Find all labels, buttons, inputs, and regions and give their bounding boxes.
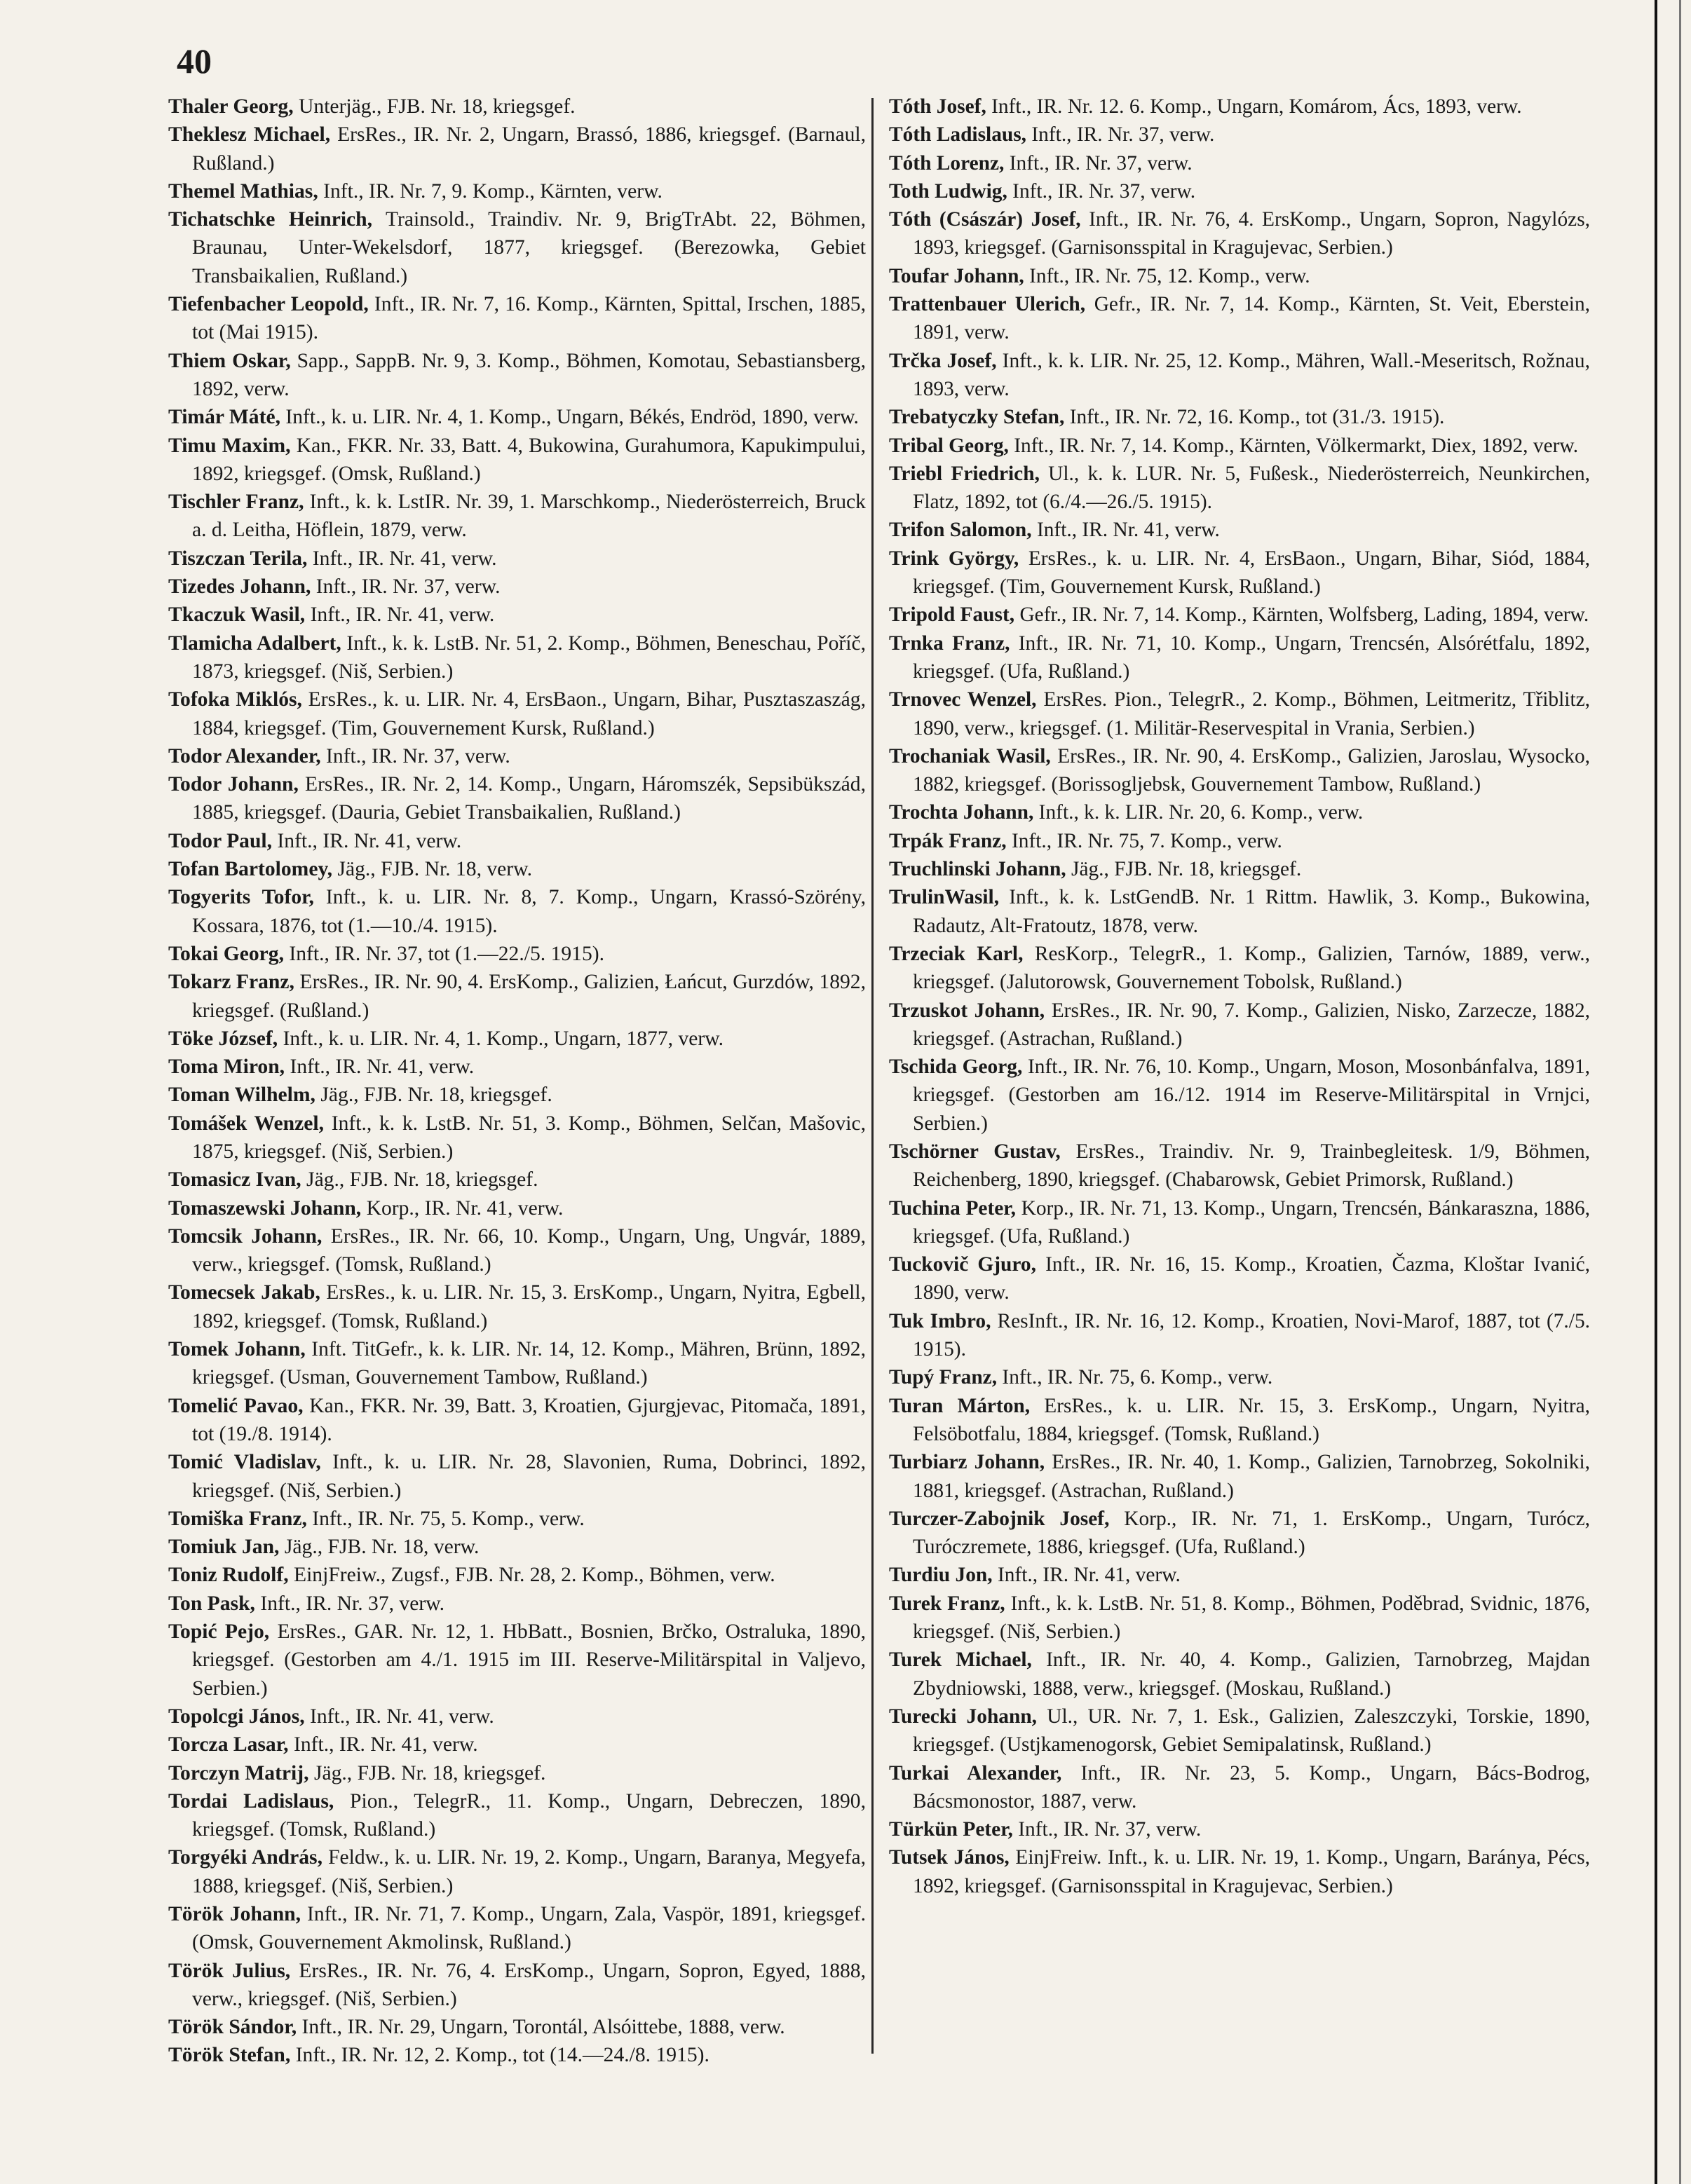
register-entry: [889, 1250, 1590, 1307]
entry-details: Inft., IR. Nr. 37, verw.: [1004, 151, 1193, 175]
entry-details: Kan., FKR. Nr. 33, Batt. 4, Bukowina, Gurahumora, Kapukimpului, 1892, kriegsgef. (Omsk, Rußland.): [192, 434, 867, 485]
entry-details: Inft., IR. Nr. 7, 14. Komp., Kärnten, Völkermarkt, Diex, 1892, verw.: [1008, 434, 1579, 457]
entry-name: Trpák Franz,: [889, 829, 1007, 852]
entry-name: Tuchina Peter,: [889, 1196, 1016, 1220]
entry-details: ErsRes., IR. Nr. 2, Ungarn, Brassó, 1886, kriegsgef. (Barnaul, Rußland.): [192, 123, 867, 175]
entry-name: Török Johann,: [168, 1903, 301, 1925]
entry-details: Jäg., FJB. Nr. 18, verw.: [279, 1536, 480, 1559]
register-entry: [168, 432, 866, 489]
entry-details: Inft. TitGefr., k. k. LIR. Nr. 14, 12. Komp., Mähren, Brünn, 1892, kriegsgef. (Usman, Gouvernement Tambow, Rußland.): [192, 1338, 866, 1389]
register-entry: [168, 2013, 866, 2041]
entry-name: Török Stefan,: [168, 2044, 291, 2067]
entry-name: Themel Mathias,: [168, 179, 318, 203]
entry-details: ErsRes., GAR. Nr. 12, 1. HbBatt., Bosnien, Brčko, Ostraluka, 1890, kriegsgef. (Gestorben am 4./1. 1915 im III. Reserve-Militärspital in Valjevo, Serbien.): [192, 1620, 867, 1700]
register-entry: [889, 1646, 1590, 1702]
entry-name: Turbiarz Johann,: [889, 1451, 1045, 1474]
entry-details: Trainsold., Traindiv. Nr. 9, BrigTrAbt. 22, Böhmen, Braunau, Unter-Wekelsdorf, 1877, kriegsgef. (Berezowka, Gebiet Transbaikalien, Rußland.): [192, 208, 866, 287]
entry-details: Inft., IR. Nr. 41, verw.: [307, 547, 497, 570]
register-entry: [168, 1759, 866, 1787]
entry-details: Inft., IR. Nr. 76, 10. Komp., Ungarn, Moson, Mosonbánfalva, 1891, kriegsgef. (Gestorben am 16./12. 1914 im Reserve-Militärspital in Vrnjci, Serbien.): [913, 1056, 1590, 1135]
entry-details: Inft., k. k. LstB. Nr. 51, 8. Komp., Böhmen, Poděbrad, Svidnic, 1876, kriegsgef. (Niš, Serbien.): [913, 1592, 1590, 1644]
entry-details: Inft., IR. Nr. 75, 7. Komp., verw.: [1006, 829, 1282, 852]
entry-details: Inft., k. k. LstB. Nr. 51, 3. Komp., Böhmen, Selčan, Mašovic, 1875, kriegsgef. (Niš, Serbien.): [192, 1112, 867, 1163]
register-entry: [889, 629, 1590, 686]
entry-name: Tripold Faust,: [889, 603, 1015, 627]
page-edge-line: [1679, 0, 1681, 2184]
entry-name: Todor Alexander,: [168, 744, 321, 767]
entry-details: ErsRes., Traindiv. Nr. 9, Trainbegleitesk. 1/9, Böhmen, Reichenberg, 1890, kriegsgef. (Chabarowsk, Gebiet Primorsk, Rußland.): [913, 1140, 1590, 1192]
entry-details: ErsRes., IR. Nr. 76, 4. ErsKomp., Ungarn, Sopron, Egyed, 1888, verw., kriegsgef. (Niš, Serbien.): [192, 1959, 866, 2010]
register-entry: [889, 685, 1590, 742]
entry-name: Togyerits Tofor,: [168, 886, 314, 909]
entry-details: Korp., IR. Nr. 71, 1. ErsKomp., Ungarn, Turócz, Turóczremete, 1886, kriegsgef. (Ufa, Rußland.): [913, 1507, 1591, 1559]
register-entry: [168, 121, 866, 177]
entry-details: Inft., IR. Nr. 76, 4. ErsKomp., Ungarn, Sopron, Nagylózs, 1893, kriegsgef. (Garnisonsspital in Kragujevac, Serbien.): [913, 208, 1590, 259]
entry-name: Toman Wilhelm,: [168, 1084, 315, 1107]
entry-details: Inft., k. u. LIR. Nr. 28, Slavonien, Ruma, Dobrinci, 1892, kriegsgef. (Niš, Serbien.): [192, 1451, 866, 1502]
register-entry: [168, 685, 866, 742]
register-entry: [168, 1448, 866, 1505]
entry-name: Toma Miron,: [168, 1056, 285, 1079]
entry-details: Inft., IR. Nr. 71, 10. Komp., Ungarn, Trencsén, Alsórétfalu, 1892, kriegsgef. (Ufa, Rußland.): [913, 632, 1591, 683]
entry-details: Inft., IR. Nr. 41, verw.: [288, 1733, 478, 1756]
entry-name: Tiszczan Terila,: [168, 547, 308, 570]
entry-name: Turek Franz,: [889, 1592, 1005, 1615]
entry-name: Tomić Vladislav,: [168, 1451, 321, 1474]
register-entry: [168, 629, 866, 686]
entry-name: Topić Pejo,: [168, 1620, 270, 1644]
register-entry: [889, 93, 1590, 121]
entry-details: Jäg., FJB. Nr. 18, kriegsgef.: [315, 1084, 552, 1107]
entry-name: Tóth (Császár) Josef,: [889, 208, 1081, 231]
register-entry: [889, 1053, 1590, 1138]
entry-name: Tlamicha Adalbert,: [168, 632, 341, 655]
entry-name: Trnka Franz,: [889, 632, 1010, 655]
entry-details: Inft., IR. Nr. 7, 9. Komp., Kärnten, verw.: [318, 179, 663, 203]
entry-name: TrulinWasil,: [889, 886, 1000, 909]
entry-details: Pion., TelegrR., 11. Komp., Ungarn, Debreczen, 1890, kriegsgef. (Tomsk, Rußland.): [192, 1789, 866, 1841]
entry-details: Jäg., FJB. Nr. 18, verw.: [332, 858, 533, 881]
register-entry: [889, 1505, 1590, 1562]
entry-details: Gefr., IR. Nr. 7, 14. Komp., Kärnten, Wolfsberg, Lading, 1894, verw.: [1014, 603, 1589, 627]
entry-name: Trčka Josef,: [889, 349, 997, 372]
entry-name: Thiem Oskar,: [168, 349, 291, 372]
register-entry: [889, 601, 1590, 629]
entry-name: Tóth Lorenz,: [889, 151, 1005, 175]
entry-name: Thaler Georg,: [168, 95, 294, 118]
register-entry: [168, 1702, 866, 1731]
entry-details: EinjFreiw., Zugsf., FJB. Nr. 28, 2. Komp., Böhmen, verw.: [288, 1564, 775, 1587]
entry-name: Tichatschke Heinrich,: [168, 208, 373, 231]
entry-details: Gefr., IR. Nr. 7, 14. Komp., Kärnten, St. Veit, Eberstein, 1891, verw.: [913, 293, 1590, 344]
entry-details: Unterjäg., FJB. Nr. 18, kriegsgef.: [293, 95, 576, 118]
register-entry: [168, 1278, 866, 1335]
entry-details: ErsRes., IR. Nr. 90, 7. Komp., Galizien, Nisko, Zarzecze, 1882, kriegsgef. (Astrachan, Rußland.): [913, 999, 1590, 1050]
entry-details: Inft., IR. Nr. 41, verw.: [305, 603, 495, 627]
register-entry: [168, 742, 866, 770]
entry-details: Ul., UR. Nr. 7, 1. Esk., Galizien, Zaleszczyki, Torskie, 1890, kriegsgef. (Ustjkamenogorsk, Gebiet Semipalatinsk, Rußland.): [913, 1705, 1590, 1756]
register-entry: [889, 1392, 1590, 1449]
register-entry: [168, 1533, 866, 1561]
entry-name: Trochaniak Wasil,: [889, 744, 1051, 767]
entry-details: Inft., IR. Nr. 37, verw.: [320, 744, 510, 767]
entry-details: Korp., IR. Nr. 71, 13. Komp., Ungarn, Trencsén, Bánkaraszna, 1886, kriegsgef. (Ufa, Rußland.): [913, 1196, 1590, 1248]
register-entry: [168, 488, 866, 545]
register-entry: [168, 93, 866, 121]
entry-name: Toufar Johann,: [889, 264, 1024, 287]
register-entry: [889, 1363, 1590, 1391]
entry-name: Tordai Ladislaus,: [168, 1789, 334, 1813]
entry-details: ErsRes., IR. Nr. 66, 10. Komp., Ungarn, Ung, Ungvár, 1889, verw., kriegsgef. (Tomsk, Rußland.): [192, 1224, 866, 1276]
register-entry: [168, 1787, 866, 1844]
entry-details: Inft., IR. Nr. 23, 5. Komp., Ungarn, Bács-Bodrog, Bácsmonostor, 1887, verw.: [913, 1761, 1590, 1813]
register-entry: [168, 883, 866, 940]
entry-details: Ul., k. k. LUR. Nr. 5, Fußesk., Niederösterreich, Neunkirchen, Flatz, 1892, tot (6./4.—26./5. 1915).: [913, 462, 1590, 514]
entry-name: Tiefenbacher Leopold,: [168, 293, 369, 316]
register-entry: [168, 940, 866, 968]
entry-name: Toniz Rudolf,: [168, 1564, 289, 1587]
page-edge-shadow: [1655, 0, 1657, 2184]
entry-name: Turkai Alexander,: [889, 1761, 1062, 1784]
column-divider: [871, 98, 874, 2054]
entry-details: ErsRes., k. u. LIR. Nr. 4, ErsBaon., Ungarn, Bihar, Siód, 1884, kriegsgef. (Tim, Gouvernement Kursk, Rußland.): [913, 547, 1590, 599]
entry-details: Jäg., FJB. Nr. 18, kriegsgef.: [308, 1761, 546, 1784]
entry-details: ErsRes., IR. Nr. 40, 1. Komp., Galizien, Tarnobrzeg, Sokolniki, 1881, kriegsgef. (Astrachan, Rußland.): [913, 1451, 1590, 1502]
register-entry: [168, 1957, 866, 2014]
entry-name: Tuk Imbro,: [889, 1309, 991, 1332]
register-entry: [889, 855, 1590, 883]
entry-details: Kan., FKR. Nr. 39, Batt. 3, Kroatien, Gjurgjevac, Pitomača, 1891, tot (19./8. 1914).: [192, 1394, 866, 1445]
entry-name: Ton Pask,: [168, 1592, 255, 1615]
register-entry: [889, 403, 1590, 431]
entry-details: ErsRes., k. u. LIR. Nr. 15, 3. ErsKomp., Ungarn, Nyitra, Felsöbotfalu, 1884, kriegsgef. (Tomsk, Rußland.): [913, 1394, 1590, 1445]
register-entry: [889, 883, 1590, 940]
entry-name: Trnovec Wenzel,: [889, 688, 1037, 711]
register-entry: [889, 798, 1590, 826]
register-entry: [889, 1759, 1590, 1816]
entry-details: Inft., k. k. LstIR. Nr. 39, 1. Marschkomp., Niederösterreich, Bruck a. d. Leitha, Höflein, 1879, verw.: [192, 491, 866, 542]
entry-name: Tokai Georg,: [168, 942, 284, 965]
register-entry: [168, 290, 866, 347]
entry-details: Inft., k. k. LstGendB. Nr. 1 Rittm. Hawlik, 3. Komp., Bukowina, Radautz, Alt-Fratoutz, 1878, verw.: [913, 886, 1590, 937]
register-entry: [168, 1053, 866, 1081]
entry-name: Türkün Peter,: [889, 1818, 1013, 1841]
entry-details: Inft., IR. Nr. 41, verw.: [1031, 519, 1220, 542]
register-entry: [168, 827, 866, 855]
entry-details: Inft., IR. Nr. 12, 2. Komp., tot (14.—24./8. 1915).: [290, 2044, 709, 2067]
entry-name: Török Julius,: [168, 1959, 291, 1982]
register-entry: [889, 121, 1590, 149]
register-entry: [889, 149, 1590, 177]
register-entry: [889, 1138, 1590, 1194]
page-number: 40: [177, 41, 212, 81]
register-entry: [168, 1900, 866, 1957]
entry-details: ErsRes., IR. Nr. 90, 4. ErsKomp., Galizien, Jaroslau, Wysocko, 1882, kriegsgef. (Borissoglјebsk, Gouvernement Tambow, Rußland.): [913, 744, 1591, 796]
register-entry: [889, 940, 1590, 997]
entry-name: Tofan Bartolomey,: [168, 858, 333, 881]
entry-name: Török Sándor,: [168, 2016, 297, 2039]
register-entry: [889, 1843, 1590, 1900]
entry-details: Feldw., k. u. LIR. Nr. 19, 2. Komp., Ungarn, Baranya, Megyefa, 1888, kriegsgef. (Niš, Serbien.): [192, 1846, 867, 1897]
entry-details: Inft., k. u. LIR. Nr. 8, 7. Komp., Ungarn, Krassó-Szörény, Kossara, 1876, tot (1.—10./4. 1915).: [192, 886, 866, 937]
entry-details: Inft., k. k. LIR. Nr. 25, 12. Komp., Mähren, Wall.-Meseritsch, Rožnau, 1893, verw.: [913, 349, 1590, 400]
register-entry: [889, 1815, 1590, 1843]
register-entry: [889, 432, 1590, 460]
register-entry: [889, 262, 1590, 290]
entry-name: Tkaczuk Wasil,: [168, 603, 306, 627]
entry-details: Inft., k. k. LIR. Nr. 20, 6. Komp., verw.: [1033, 801, 1364, 824]
entry-name: Turecki Johann,: [889, 1705, 1038, 1728]
register-entry: [168, 1166, 866, 1194]
entry-name: Tóth Josef,: [889, 95, 986, 118]
register-entry: [168, 1194, 866, 1222]
entry-name: Torgyéki András,: [168, 1846, 322, 1869]
entry-details: Inft., IR. Nr. 29, Ungarn, Torontál, Alsóittebe, 1888, verw.: [297, 2016, 785, 2039]
entry-details: Inft., IR. Nr. 72, 16. Komp., tot (31./3. 1915).: [1064, 406, 1445, 429]
entry-name: Tomek Johann,: [168, 1338, 306, 1361]
register-entry: [168, 1110, 866, 1166]
entry-details: Inft., IR. Nr. 37, verw.: [1026, 123, 1215, 146]
register-entry: [889, 1561, 1590, 1589]
register-entry: [889, 827, 1590, 855]
entry-details: Inft., IR. Nr. 41, verw.: [992, 1564, 1181, 1587]
register-entry: [889, 290, 1590, 347]
entry-name: Tschörner Gustav,: [889, 1140, 1061, 1163]
register-entry: [168, 573, 866, 601]
register-entry: [168, 347, 866, 404]
entry-details: ErsRes., k. u. LIR. Nr. 4, ErsBaon., Ungarn, Bihar, Pusztaszaszág, 1884, kriegsgef. (Tim, Gouvernement Kursk, Rußland.): [192, 688, 866, 739]
entry-details: Inft., IR. Nr. 41, verw.: [272, 829, 462, 852]
entry-name: Trzeciak Karl,: [889, 942, 1024, 965]
left-column: [168, 93, 866, 2070]
register-entry: [168, 1222, 866, 1279]
entry-name: Turczer-Zabojnik Josef,: [889, 1507, 1110, 1530]
register-entry: [168, 1025, 866, 1053]
register-entry: [168, 1590, 866, 1618]
register-entry: [168, 205, 866, 290]
entry-name: Tizedes Johann,: [168, 575, 311, 599]
entry-details: Inft., IR. Nr. 37, tot (1.—22./5. 1915).: [283, 942, 605, 965]
entry-name: Timár Máté,: [168, 406, 280, 429]
register-entry: [889, 1307, 1590, 1364]
entry-name: Tokarz Franz,: [168, 971, 294, 994]
entry-name: Trebatyczky Stefan,: [889, 406, 1065, 429]
entry-details: ResInft., IR. Nr. 16, 12. Komp., Kroatien, Novi-Marof, 1887, tot (7./5. 1915).: [913, 1309, 1590, 1361]
entry-name: Trochta Johann,: [889, 801, 1034, 824]
entry-details: Korp., IR. Nr. 41, verw.: [361, 1196, 564, 1220]
entry-name: Tomecsek Jakab,: [168, 1281, 320, 1304]
entry-details: ResKorp., TelegrR., 1. Komp., Galizien, Tarnów, 1889, verw., kriegsgef. (Jalutorowsk, Gouvernement Tobolsk, Rußland.): [913, 942, 1590, 994]
entry-details: Inft., IR. Nr. 37, verw.: [254, 1592, 445, 1615]
entry-details: Inft., IR. Nr. 7, 16. Komp., Kärnten, Spittal, Irschen, 1885, tot (Mai 1915).: [192, 293, 866, 344]
register-entry: [168, 1081, 866, 1109]
entry-name: Trifon Salomon,: [889, 519, 1032, 542]
register-entry: [168, 770, 866, 827]
entry-name: Trzuskot Johann,: [889, 999, 1045, 1022]
register-entry: [168, 601, 866, 629]
entry-details: Inft., IR. Nr. 75, 5. Komp., verw.: [306, 1507, 585, 1530]
entry-name: Turan Márton,: [889, 1394, 1031, 1417]
entry-details: Inft., IR. Nr. 37, verw.: [1007, 179, 1196, 203]
register-entry: [168, 403, 866, 431]
register-entry: [168, 1335, 866, 1392]
entry-name: Tischler Franz,: [168, 491, 304, 514]
register-entry: [889, 545, 1590, 601]
entry-name: Triebl Friedrich,: [889, 462, 1040, 485]
entry-name: Tomiuk Jan,: [168, 1536, 280, 1559]
entry-details: EinjFreiw. Inft., k. u. LIR. Nr. 19, 1. Komp., Ungarn, Baránya, Pécs, 1892, kriegsgef. (Garnisonsspital in Kragujevac, Serbien.): [913, 1846, 1591, 1897]
entry-name: Topolcgi János,: [168, 1705, 305, 1728]
entry-details: Sapp., SappB. Nr. 9, 3. Komp., Böhmen, Komotau, Sebastiansberg, 1892, verw.: [192, 349, 866, 400]
register-entry: [889, 1590, 1590, 1646]
entry-details: Inft., IR. Nr. 37, verw.: [311, 575, 501, 599]
entry-name: Tschida Georg,: [889, 1056, 1023, 1079]
entry-details: ErsRes., IR. Nr. 2, 14. Komp., Ungarn, Háromszék, Sepsibükszád, 1885, kriegsgef. (Dauria, Gebiet Transbaikalien, Rußland.): [192, 773, 866, 824]
entry-name: Tomasicz Ivan,: [168, 1168, 301, 1192]
entry-details: Inft., IR. Nr. 41, verw.: [304, 1705, 494, 1728]
register-entry: [889, 347, 1590, 404]
entry-name: Trink György,: [889, 547, 1019, 570]
entry-details: ErsRes., k. u. LIR. Nr. 15, 3. ErsKomp., Ungarn, Nyitra, Egbell, 1892, kriegsgef. (Tomsk, Rußland.): [192, 1281, 866, 1332]
register-entry: [889, 1194, 1590, 1251]
entry-name: Trattenbauer Ulerich,: [889, 293, 1086, 316]
register-entry: [889, 742, 1590, 799]
entry-details: Inft., IR. Nr. 12. 6. Komp., Ungarn, Komárom, Ács, 1893, verw.: [986, 95, 1522, 118]
entry-name: Timu Maxim,: [168, 434, 291, 457]
entry-name: Theklesz Michael,: [168, 123, 331, 146]
entry-name: Töke József,: [168, 1027, 278, 1050]
entry-name: Tribal Georg,: [889, 434, 1009, 457]
entry-name: Tofoka Miklós,: [168, 688, 302, 711]
entry-details: Inft., IR. Nr. 75, 12. Komp., verw.: [1024, 264, 1310, 287]
entry-details: ErsRes., IR. Nr. 90, 4. ErsKomp., Galizien, Łańcut, Gurzdów, 1892, kriegsgef. (Rußland.): [192, 971, 866, 1022]
entry-name: Todor Paul,: [168, 829, 273, 852]
entry-details: Inft., k. k. LstB. Nr. 51, 2. Komp., Böhmen, Beneschau, Poříč, 1873, kriegsgef. (Niš, Serbien.): [192, 632, 866, 683]
entry-name: Todor Johann,: [168, 773, 299, 796]
entry-name: Tóth Ladislaus,: [889, 123, 1027, 146]
entry-name: Tomaszewski Johann,: [168, 1196, 362, 1220]
register-entry: [889, 177, 1590, 205]
entry-name: Tutsek János,: [889, 1846, 1010, 1869]
right-column: [889, 93, 1590, 1900]
entry-name: Torcza Lasar,: [168, 1733, 289, 1756]
register-entry: [889, 460, 1590, 517]
register-entry: [889, 205, 1590, 262]
register-entry: [168, 177, 866, 205]
register-entry: [168, 1561, 866, 1589]
register-entry: [168, 968, 866, 1025]
entry-name: Tomcsik Johann,: [168, 1224, 322, 1248]
entry-name: Toth Ludwig,: [889, 179, 1007, 203]
register-entry: [889, 997, 1590, 1053]
register-entry: [168, 1731, 866, 1759]
entry-details: Inft., IR. Nr. 37, verw.: [1012, 1818, 1202, 1841]
entry-details: Inft., IR. Nr. 16, 15. Komp., Kroatien, Čazma, Kloštar Ivanić, 1890, verw.: [913, 1253, 1591, 1304]
register-entry: [168, 1392, 866, 1449]
entry-name: Torczyn Matrij,: [168, 1761, 309, 1784]
entry-details: Inft., k. u. LIR. Nr. 4, 1. Komp., Ungarn, 1877, verw.: [278, 1027, 724, 1050]
register-entry: [168, 855, 866, 883]
register-entry: [168, 1505, 866, 1533]
entry-details: Inft., IR. Nr. 71, 7. Komp., Ungarn, Zala, Vaspör, 1891, kriegsgef. (Omsk, Gouvernement Akmolinsk, Rußland.): [192, 1903, 866, 1954]
register-entry: [168, 1843, 866, 1900]
entry-name: Turek Michael,: [889, 1649, 1032, 1672]
entry-name: Tomášek Wenzel,: [168, 1112, 325, 1135]
entry-details: Inft., IR. Nr. 41, verw.: [285, 1056, 475, 1079]
entry-name: Truchlinski Johann,: [889, 858, 1066, 881]
entry-details: Jäg., FJB. Nr. 18, kriegsgef.: [301, 1168, 538, 1192]
entry-name: Tomelić Pavao,: [168, 1394, 304, 1417]
entry-name: Tupý Franz,: [889, 1366, 998, 1389]
entry-name: Tomiška Franz,: [168, 1507, 307, 1530]
entry-details: Inft., IR. Nr. 75, 6. Komp., verw.: [997, 1366, 1273, 1389]
entry-details: Inft., IR. Nr. 40, 4. Komp., Galizien, Tarnobrzeg, Majdan Zbydniowski, 1888, verw., kriegsgef. (Moskau, Rußland.): [913, 1649, 1590, 1700]
entry-name: Tuckovič Gjuro,: [889, 1253, 1036, 1276]
register-entry: [168, 2041, 866, 2069]
entry-details: Inft., k. u. LIR. Nr. 4, 1. Komp., Ungarn, Békés, Endröd, 1890, verw.: [280, 406, 859, 429]
entry-details: Jäg., FJB. Nr. 18, kriegsgef.: [1066, 858, 1302, 881]
register-entry: [889, 1702, 1590, 1759]
register-entry: [889, 516, 1590, 544]
entry-name: Turdiu Jon,: [889, 1564, 993, 1587]
register-entry: [168, 545, 866, 573]
register-entry: [889, 1448, 1590, 1505]
register-entry: [168, 1618, 866, 1702]
entry-details: ErsRes. Pion., TelegrR., 2. Komp., Böhmen, Leitmeritz, Třiblitz, 1890, verw., kriegsgef. (1. Militär-Reservespital in Vrania, Serbien.): [913, 688, 1590, 739]
